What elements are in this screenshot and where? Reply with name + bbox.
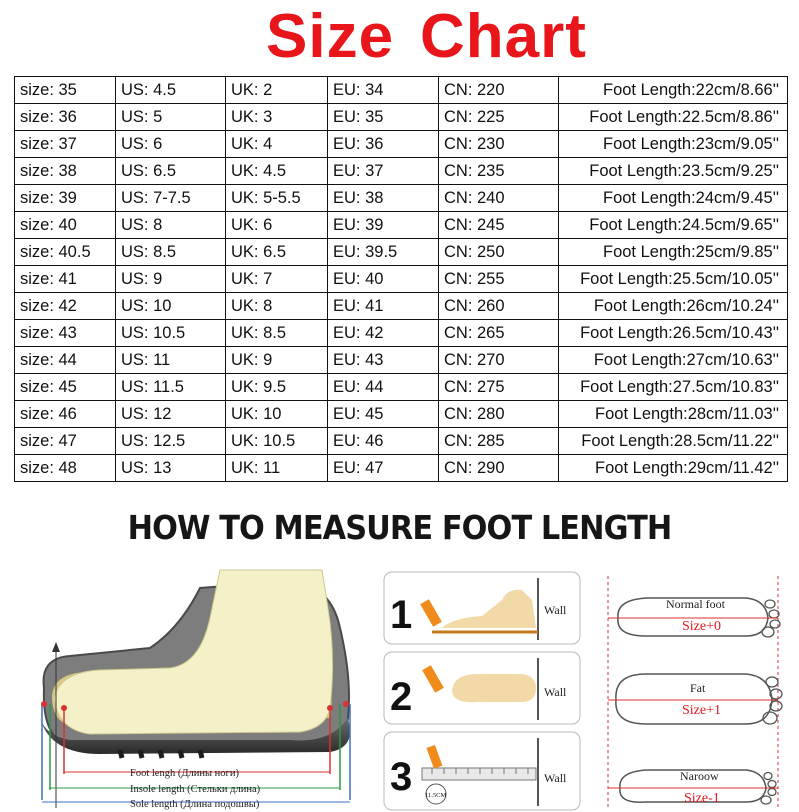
sole-length-label: Sole length (Длина подошвы) [130, 799, 260, 810]
cn-size-cell: CN: 285 [439, 428, 559, 455]
eu-size-cell: EU: 39 [328, 212, 439, 239]
size-cell: size: 44 [15, 347, 116, 374]
size-row [15, 266, 788, 293]
foot-length-cell: Foot Length:27cm/10.63'' [559, 347, 788, 374]
cn-size-cell: CN: 265 [439, 320, 559, 347]
step-3-ruler-label: 11.5CM [425, 792, 447, 799]
size-cell: size: 36 [15, 104, 116, 131]
us-size-cell: US: 12 [116, 401, 226, 428]
size-row [15, 401, 788, 428]
foot-length-cell: Foot Length:23.5cm/9.25'' [559, 158, 788, 185]
foot-length-cell: Foot Length:27.5cm/10.83'' [559, 374, 788, 401]
cn-size-cell: CN: 235 [439, 158, 559, 185]
eu-size-cell: EU: 43 [328, 347, 439, 374]
cn-size-cell: CN: 240 [439, 185, 559, 212]
us-size-cell: US: 11 [116, 347, 226, 374]
uk-size-cell: UK: 8 [226, 293, 328, 320]
uk-size-cell: UK: 11 [226, 455, 328, 482]
fat-foot [608, 674, 782, 724]
uk-size-cell: UK: 5-5.5 [226, 185, 328, 212]
size-chart-body [15, 77, 788, 482]
size-row [15, 347, 788, 374]
narrow-foot-size: Size-1 [684, 791, 720, 806]
step-3-number: 3 [390, 755, 413, 799]
uk-size-cell: UK: 10.5 [226, 428, 328, 455]
foot-length-label: Foot lengh (Длины ноги) [130, 768, 239, 779]
uk-size-cell: UK: 8.5 [226, 320, 328, 347]
foot-types-diagram [606, 574, 798, 812]
us-size-cell: US: 9 [116, 266, 226, 293]
cn-size-cell: CN: 230 [439, 131, 559, 158]
step-1-wall: Wall [544, 603, 567, 617]
size-chart-table [14, 76, 788, 482]
uk-size-cell: UK: 9 [226, 347, 328, 374]
fat-foot-size: Size+1 [682, 703, 721, 718]
us-size-cell: US: 12.5 [116, 428, 226, 455]
eu-size-cell: EU: 39.5 [328, 239, 439, 266]
size-row [15, 428, 788, 455]
step-1 [384, 572, 580, 644]
us-size-cell: US: 10.5 [116, 320, 226, 347]
cn-size-cell: CN: 245 [439, 212, 559, 239]
foot-length-cell: Foot Length:22.5cm/8.86'' [559, 104, 788, 131]
size-row [15, 455, 788, 482]
size-cell: size: 40 [15, 212, 116, 239]
step-2-number: 2 [390, 675, 413, 719]
size-cell: size: 35 [15, 77, 116, 104]
us-size-cell: US: 6.5 [116, 158, 226, 185]
eu-size-cell: EU: 36 [328, 131, 439, 158]
size-cell: size: 41 [15, 266, 116, 293]
step-2-wall: Wall [544, 685, 567, 699]
normal-foot [608, 597, 780, 637]
size-cell: size: 45 [15, 374, 116, 401]
narrow-foot-label: Naroow [680, 769, 719, 783]
size-row [15, 77, 788, 104]
size-cell: size: 39 [15, 185, 116, 212]
foot-length-cell: Foot Length:26.5cm/10.43'' [559, 320, 788, 347]
step-2 [384, 652, 580, 724]
foot-length-cell: Foot Length:25cm/9.85'' [559, 239, 788, 266]
eu-size-cell: EU: 45 [328, 401, 439, 428]
size-chart-title [0, 2, 799, 72]
insole-length-label: Insole length (Стельки длина) [130, 784, 261, 795]
size-row [15, 185, 788, 212]
foot-length-cell: Foot Length:26cm/10.24'' [559, 293, 788, 320]
size-row [15, 320, 788, 347]
size-cell: size: 46 [15, 401, 116, 428]
size-cell: size: 48 [15, 455, 116, 482]
us-size-cell: US: 10 [116, 293, 226, 320]
title-word-chart: Chart [420, 2, 587, 71]
us-size-cell: US: 8.5 [116, 239, 226, 266]
uk-size-cell: UK: 6.5 [226, 239, 328, 266]
eu-size-cell: EU: 38 [328, 185, 439, 212]
eu-size-cell: EU: 42 [328, 320, 439, 347]
uk-size-cell: UK: 7 [226, 266, 328, 293]
size-row [15, 104, 788, 131]
eu-size-cell: EU: 40 [328, 266, 439, 293]
us-size-cell: US: 8 [116, 212, 226, 239]
size-row [15, 374, 788, 401]
foot-length-cell: Foot Length:22cm/8.66'' [559, 77, 788, 104]
step-1-number: 1 [390, 593, 413, 637]
foot-length-cell: Foot Length:25.5cm/10.05'' [559, 266, 788, 293]
normal-foot-size: Size+0 [682, 619, 721, 634]
foot-length-cell: Foot Length:23cm/9.05'' [559, 131, 788, 158]
foot-length-cell: Foot Length:29cm/11.42'' [559, 455, 788, 482]
size-cell: size: 43 [15, 320, 116, 347]
eu-size-cell: EU: 35 [328, 104, 439, 131]
cn-size-cell: CN: 250 [439, 239, 559, 266]
eu-size-cell: EU: 46 [328, 428, 439, 455]
size-row [15, 293, 788, 320]
eu-size-cell: EU: 47 [328, 455, 439, 482]
uk-size-cell: UK: 3 [226, 104, 328, 131]
eu-size-cell: EU: 34 [328, 77, 439, 104]
cn-size-cell: CN: 225 [439, 104, 559, 131]
cn-size-cell: CN: 275 [439, 374, 559, 401]
uk-size-cell: UK: 10 [226, 401, 328, 428]
fat-foot-label: Fat [690, 681, 706, 695]
size-row [15, 239, 788, 266]
size-cell: size: 40.5 [15, 239, 116, 266]
size-row [15, 158, 788, 185]
narrow-foot [608, 769, 778, 806]
cn-size-cell: CN: 280 [439, 401, 559, 428]
step-3-ruler [422, 768, 536, 780]
cn-size-cell: CN: 260 [439, 293, 559, 320]
how-to-measure-heading: HOW TO MEASURE FOOT LENGTH [127, 508, 672, 547]
step-3-wall: Wall [544, 771, 567, 785]
size-cell: size: 38 [15, 158, 116, 185]
eu-size-cell: EU: 41 [328, 293, 439, 320]
measurement-steps [382, 570, 582, 812]
uk-size-cell: UK: 4 [226, 131, 328, 158]
us-size-cell: US: 11.5 [116, 374, 226, 401]
uk-size-cell: UK: 2 [226, 77, 328, 104]
size-row [15, 131, 788, 158]
us-size-cell: US: 7-7.5 [116, 185, 226, 212]
title-word-size: Size [266, 2, 395, 71]
foot-length-cell: Foot Length:28cm/11.03'' [559, 401, 788, 428]
size-cell: size: 42 [15, 293, 116, 320]
size-cell: size: 47 [15, 428, 116, 455]
step-3 [384, 732, 580, 810]
shoe-measurement-diagram [30, 568, 370, 812]
us-size-cell: US: 5 [116, 104, 226, 131]
cn-size-cell: CN: 290 [439, 455, 559, 482]
eu-size-cell: EU: 37 [328, 158, 439, 185]
us-size-cell: US: 4.5 [116, 77, 226, 104]
uk-size-cell: UK: 6 [226, 212, 328, 239]
step-2-foot [452, 674, 536, 702]
us-size-cell: US: 6 [116, 131, 226, 158]
uk-size-cell: UK: 4.5 [226, 158, 328, 185]
us-size-cell: US: 13 [116, 455, 226, 482]
eu-size-cell: EU: 44 [328, 374, 439, 401]
cn-size-cell: CN: 270 [439, 347, 559, 374]
cn-size-cell: CN: 220 [439, 77, 559, 104]
foot-length-cell: Foot Length:28.5cm/11.22'' [559, 428, 788, 455]
cn-size-cell: CN: 255 [439, 266, 559, 293]
size-cell: size: 37 [15, 131, 116, 158]
normal-foot-label: Normal foot [666, 597, 725, 611]
uk-size-cell: UK: 9.5 [226, 374, 328, 401]
size-row [15, 212, 788, 239]
foot-length-cell: Foot Length:24cm/9.45'' [559, 185, 788, 212]
foot-length-cell: Foot Length:24.5cm/9.65'' [559, 212, 788, 239]
